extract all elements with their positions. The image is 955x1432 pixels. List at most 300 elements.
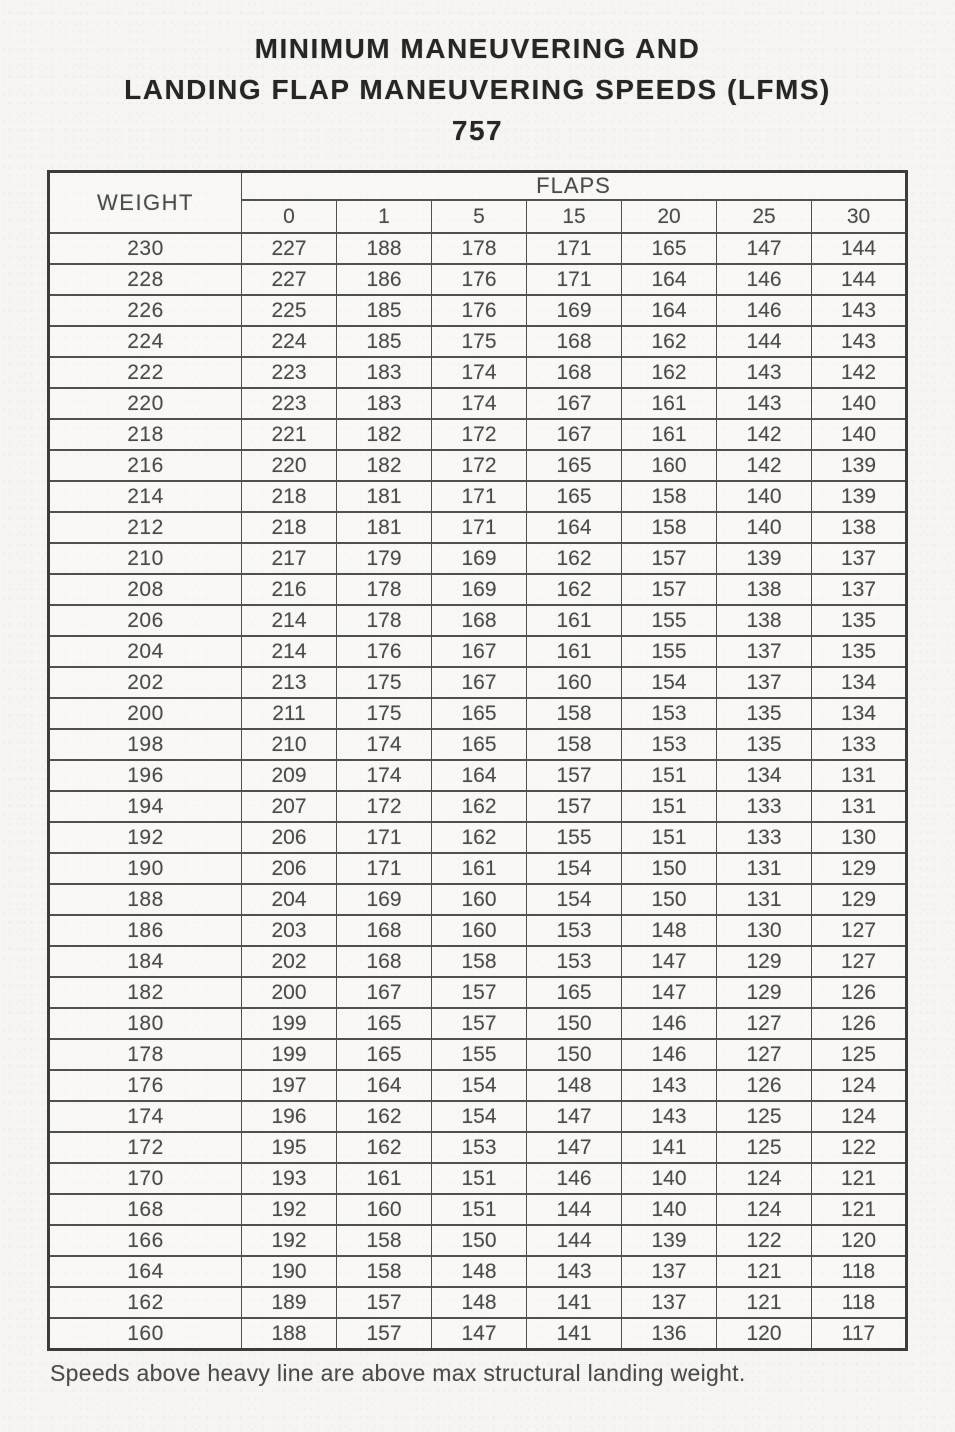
table-row-weight-222 (49, 357, 907, 388)
speed-cell: 140 (717, 512, 812, 543)
speed-cell: 214 (242, 636, 337, 667)
speed-cell: 161 (622, 388, 717, 419)
group-header-row (49, 172, 907, 201)
table-row-weight-190 (49, 853, 907, 884)
speed-cell: 146 (622, 1008, 717, 1039)
table-row-weight-212 (49, 512, 907, 543)
table-row-weight-180 (49, 1008, 907, 1039)
table-row-weight-218 (49, 419, 907, 450)
weight-column-header: WEIGHT (49, 172, 242, 234)
flap-column-header-15: 15 (527, 200, 622, 233)
table-row-weight-204 (49, 636, 907, 667)
speed-cell: 182 (337, 450, 432, 481)
speed-cell: 161 (527, 636, 622, 667)
speed-cell: 221 (242, 419, 337, 450)
weight-cell: 162 (49, 1287, 242, 1318)
speed-cell: 124 (812, 1070, 907, 1101)
weight-cell: 184 (49, 946, 242, 977)
table-row-weight-166 (49, 1225, 907, 1256)
speed-cell: 169 (432, 574, 527, 605)
weight-cell: 188 (49, 884, 242, 915)
table-row-weight-200 (49, 698, 907, 729)
speed-cell: 126 (812, 977, 907, 1008)
speed-cell: 143 (812, 295, 907, 326)
speed-cell: 162 (337, 1101, 432, 1132)
speed-cell: 131 (717, 884, 812, 915)
speed-cell: 155 (622, 636, 717, 667)
table-row-weight-196 (49, 760, 907, 791)
speed-cell: 178 (432, 233, 527, 264)
table-row-weight-188 (49, 884, 907, 915)
speed-cell: 162 (337, 1132, 432, 1163)
speed-cell: 144 (717, 326, 812, 357)
table-row-weight-228 (49, 264, 907, 295)
weight-cell: 174 (49, 1101, 242, 1132)
speed-cell: 203 (242, 915, 337, 946)
speed-cell: 167 (432, 667, 527, 698)
speed-cell: 164 (527, 512, 622, 543)
speed-cell: 130 (812, 822, 907, 853)
speed-cell: 160 (432, 915, 527, 946)
speed-cell: 158 (622, 512, 717, 543)
speed-cell: 157 (432, 1008, 527, 1039)
speed-cell: 129 (717, 977, 812, 1008)
speed-cell: 169 (432, 543, 527, 574)
speed-cell: 133 (717, 791, 812, 822)
speed-cell: 127 (717, 1008, 812, 1039)
speed-cell: 125 (812, 1039, 907, 1070)
speed-cell: 172 (337, 791, 432, 822)
weight-cell: 212 (49, 512, 242, 543)
table-row-weight-230 (49, 233, 907, 264)
speed-cell: 171 (527, 233, 622, 264)
speed-cell: 125 (717, 1101, 812, 1132)
speed-cell: 138 (717, 605, 812, 636)
weight-cell: 160 (49, 1318, 242, 1350)
speed-cell: 157 (527, 760, 622, 791)
speed-cell: 165 (527, 977, 622, 1008)
speed-cell: 165 (337, 1039, 432, 1070)
speed-cell: 165 (432, 729, 527, 760)
speed-cell: 122 (717, 1225, 812, 1256)
speed-cell: 176 (337, 636, 432, 667)
speed-cell: 165 (432, 698, 527, 729)
speed-cell: 127 (812, 946, 907, 977)
speed-cell: 155 (527, 822, 622, 853)
weight-cell: 172 (49, 1132, 242, 1163)
weight-cell: 208 (49, 574, 242, 605)
speed-cell: 227 (242, 233, 337, 264)
speed-cell: 158 (622, 481, 717, 512)
speed-cell: 146 (717, 295, 812, 326)
speed-cell: 140 (717, 481, 812, 512)
speed-cell: 154 (622, 667, 717, 698)
table-body (49, 233, 907, 1350)
speed-cell: 134 (812, 698, 907, 729)
speed-cell: 143 (812, 326, 907, 357)
table-row-weight-160 (49, 1318, 907, 1350)
speed-cell: 133 (717, 822, 812, 853)
speed-cell: 224 (242, 326, 337, 357)
weight-cell: 166 (49, 1225, 242, 1256)
speed-cell: 167 (527, 388, 622, 419)
table-row-weight-202 (49, 667, 907, 698)
weight-cell: 230 (49, 233, 242, 264)
flap-column-header-5: 5 (432, 200, 527, 233)
speed-cell: 146 (622, 1039, 717, 1070)
speed-cell: 118 (812, 1287, 907, 1318)
weight-cell: 214 (49, 481, 242, 512)
weight-cell: 178 (49, 1039, 242, 1070)
speed-cell: 158 (527, 698, 622, 729)
speed-cell: 151 (622, 760, 717, 791)
speed-cell: 151 (432, 1194, 527, 1225)
table-row-weight-206 (49, 605, 907, 636)
speed-cell: 124 (812, 1101, 907, 1132)
speed-cell: 211 (242, 698, 337, 729)
speed-cell: 126 (812, 1008, 907, 1039)
speed-cell: 142 (717, 450, 812, 481)
speed-cell: 137 (622, 1287, 717, 1318)
speed-cell: 171 (527, 264, 622, 295)
speed-cell: 185 (337, 326, 432, 357)
title-line-2: LANDING FLAP MANEUVERING SPEEDS (LFMS) (124, 74, 831, 105)
footnote: Speeds above heavy line are above max structural landing weight. (50, 1360, 746, 1386)
speed-cell: 162 (622, 326, 717, 357)
speed-cell: 158 (527, 729, 622, 760)
speed-cell: 150 (622, 884, 717, 915)
weight-cell: 170 (49, 1163, 242, 1194)
speed-cell: 185 (337, 295, 432, 326)
speed-cell: 139 (812, 450, 907, 481)
speed-cell: 153 (432, 1132, 527, 1163)
speed-cell: 147 (717, 233, 812, 264)
speed-cell: 171 (432, 512, 527, 543)
weight-cell: 176 (49, 1070, 242, 1101)
table-row-weight-198 (49, 729, 907, 760)
speed-cell: 137 (812, 543, 907, 574)
speed-cell: 143 (717, 357, 812, 388)
table-row-weight-172 (49, 1132, 907, 1163)
table-row-weight-176 (49, 1070, 907, 1101)
speed-cell: 161 (432, 853, 527, 884)
speed-cell: 202 (242, 946, 337, 977)
speed-cell: 225 (242, 295, 337, 326)
speed-cell: 144 (527, 1225, 622, 1256)
speed-cell: 164 (622, 264, 717, 295)
speed-cell: 207 (242, 791, 337, 822)
speed-cell: 151 (432, 1163, 527, 1194)
speed-cell: 210 (242, 729, 337, 760)
speed-cell: 162 (432, 791, 527, 822)
table-row-weight-168 (49, 1194, 907, 1225)
speed-cell: 162 (527, 574, 622, 605)
speed-cell: 139 (622, 1225, 717, 1256)
speed-cell: 148 (432, 1256, 527, 1287)
weight-cell: 204 (49, 636, 242, 667)
speed-cell: 165 (337, 1008, 432, 1039)
speed-cell: 140 (812, 388, 907, 419)
speed-cell: 135 (812, 605, 907, 636)
speed-cell: 144 (812, 233, 907, 264)
speed-cell: 162 (527, 543, 622, 574)
speed-cell: 204 (242, 884, 337, 915)
speed-cell: 162 (432, 822, 527, 853)
speed-cell: 127 (717, 1039, 812, 1070)
weight-cell: 182 (49, 977, 242, 1008)
speed-cell: 183 (337, 357, 432, 388)
speed-cell: 121 (717, 1287, 812, 1318)
speed-cell: 199 (242, 1008, 337, 1039)
speed-cell: 162 (622, 357, 717, 388)
speed-cell: 200 (242, 977, 337, 1008)
speed-cell: 189 (242, 1287, 337, 1318)
speed-cell: 153 (622, 729, 717, 760)
speed-cell: 186 (337, 264, 432, 295)
speed-cell: 151 (622, 822, 717, 853)
weight-cell: 180 (49, 1008, 242, 1039)
weight-cell: 194 (49, 791, 242, 822)
speed-cell: 165 (527, 481, 622, 512)
speed-cell: 131 (717, 853, 812, 884)
speed-cell: 131 (812, 791, 907, 822)
weight-cell: 198 (49, 729, 242, 760)
speed-cell: 138 (812, 512, 907, 543)
speed-cell: 127 (812, 915, 907, 946)
speed-cell: 144 (527, 1194, 622, 1225)
speed-cell: 120 (717, 1318, 812, 1350)
speed-cell: 160 (432, 884, 527, 915)
speed-cell: 197 (242, 1070, 337, 1101)
table-row-weight-182 (49, 977, 907, 1008)
flaps-group-header: FLAPS (242, 172, 907, 201)
table-row-weight-194 (49, 791, 907, 822)
table-row-weight-184 (49, 946, 907, 977)
speed-cell: 130 (717, 915, 812, 946)
speed-cell: 147 (527, 1101, 622, 1132)
speed-cell: 174 (337, 729, 432, 760)
speed-cell: 183 (337, 388, 432, 419)
table-row-weight-216 (49, 450, 907, 481)
speed-cell: 141 (527, 1287, 622, 1318)
weight-cell: 186 (49, 915, 242, 946)
title-line-3: 757 (451, 115, 504, 146)
weight-cell: 206 (49, 605, 242, 636)
speed-cell: 160 (337, 1194, 432, 1225)
table-row-weight-186 (49, 915, 907, 946)
speed-cell: 140 (812, 419, 907, 450)
speed-cell: 121 (717, 1256, 812, 1287)
speed-cell: 220 (242, 450, 337, 481)
weight-cell: 210 (49, 543, 242, 574)
speed-cell: 157 (337, 1318, 432, 1350)
speed-cell: 154 (527, 853, 622, 884)
speed-cell: 179 (337, 543, 432, 574)
speed-cell: 120 (812, 1225, 907, 1256)
speed-cell: 137 (717, 636, 812, 667)
speed-cell: 214 (242, 605, 337, 636)
speed-cell: 161 (622, 419, 717, 450)
speed-cell: 206 (242, 822, 337, 853)
speed-cell: 199 (242, 1039, 337, 1070)
speed-cell: 142 (812, 357, 907, 388)
speed-cell: 143 (622, 1070, 717, 1101)
weight-cell: 190 (49, 853, 242, 884)
speed-cell: 169 (527, 295, 622, 326)
speed-cell: 118 (812, 1256, 907, 1287)
speed-cell: 190 (242, 1256, 337, 1287)
speed-cell: 150 (527, 1008, 622, 1039)
speed-cell: 196 (242, 1101, 337, 1132)
weight-cell: 226 (49, 295, 242, 326)
speed-cell: 176 (432, 264, 527, 295)
speed-cell: 218 (242, 512, 337, 543)
speed-cell: 164 (432, 760, 527, 791)
speed-cell: 153 (527, 915, 622, 946)
table-row-weight-226 (49, 295, 907, 326)
flap-column-header-0: 0 (242, 200, 337, 233)
speed-cell: 147 (622, 946, 717, 977)
flap-column-header-30: 30 (812, 200, 907, 233)
speed-cell: 167 (432, 636, 527, 667)
table-row-weight-174 (49, 1101, 907, 1132)
speed-cell: 122 (812, 1132, 907, 1163)
speed-cell: 148 (527, 1070, 622, 1101)
speed-cell: 150 (622, 853, 717, 884)
speed-cell: 167 (337, 977, 432, 1008)
speed-cell: 195 (242, 1132, 337, 1163)
speed-cell: 160 (527, 667, 622, 698)
table-row-weight-220 (49, 388, 907, 419)
weight-cell: 228 (49, 264, 242, 295)
table-row-weight-224 (49, 326, 907, 357)
speed-cell: 158 (337, 1256, 432, 1287)
weight-cell: 168 (49, 1194, 242, 1225)
speed-cell: 135 (717, 698, 812, 729)
weight-cell: 220 (49, 388, 242, 419)
speed-cell: 154 (432, 1070, 527, 1101)
speed-cell: 188 (337, 233, 432, 264)
speed-cell: 126 (717, 1070, 812, 1101)
speed-cell: 175 (337, 667, 432, 698)
speed-cell: 147 (622, 977, 717, 1008)
speed-cell: 182 (337, 419, 432, 450)
speed-cell: 168 (527, 326, 622, 357)
speed-cell: 216 (242, 574, 337, 605)
speed-cell: 192 (242, 1194, 337, 1225)
weight-cell: 192 (49, 822, 242, 853)
weight-cell: 218 (49, 419, 242, 450)
table-row-weight-208 (49, 574, 907, 605)
table-row-weight-178 (49, 1039, 907, 1070)
speed-cell: 181 (337, 481, 432, 512)
speed-cell: 158 (337, 1225, 432, 1256)
speed-cell: 129 (717, 946, 812, 977)
speed-cell: 175 (337, 698, 432, 729)
speed-cell: 154 (527, 884, 622, 915)
speed-cell: 164 (622, 295, 717, 326)
speed-cell: 137 (622, 1256, 717, 1287)
speed-cell: 141 (527, 1318, 622, 1350)
weight-cell: 224 (49, 326, 242, 357)
speed-cell: 151 (622, 791, 717, 822)
speed-cell: 167 (527, 419, 622, 450)
speeds-table (47, 170, 908, 1351)
speed-cell: 157 (337, 1287, 432, 1318)
speed-cell: 135 (717, 729, 812, 760)
speed-cell: 141 (622, 1132, 717, 1163)
speed-cell: 134 (812, 667, 907, 698)
speed-cell: 218 (242, 481, 337, 512)
speed-cell: 192 (242, 1225, 337, 1256)
speed-cell: 209 (242, 760, 337, 791)
speed-cell: 169 (337, 884, 432, 915)
speed-cell: 135 (812, 636, 907, 667)
speed-cell: 138 (717, 574, 812, 605)
speed-cell: 143 (622, 1101, 717, 1132)
speed-cell: 178 (337, 574, 432, 605)
speed-cell: 147 (432, 1318, 527, 1350)
speed-cell: 136 (622, 1318, 717, 1350)
speed-cell: 157 (622, 543, 717, 574)
speed-cell: 155 (432, 1039, 527, 1070)
table-row-weight-210 (49, 543, 907, 574)
flap-column-header-1: 1 (337, 200, 432, 233)
speed-cell: 165 (527, 450, 622, 481)
speed-cell: 217 (242, 543, 337, 574)
page-title (0, 0, 955, 151)
weight-cell: 164 (49, 1256, 242, 1287)
weight-cell: 200 (49, 698, 242, 729)
speed-cell: 148 (432, 1287, 527, 1318)
speed-cell: 129 (812, 884, 907, 915)
speed-cell: 176 (432, 295, 527, 326)
speed-cell: 137 (812, 574, 907, 605)
speed-cell: 134 (717, 760, 812, 791)
title-line-1: MINIMUM MANEUVERING AND (254, 33, 701, 64)
speed-cell: 158 (432, 946, 527, 977)
speed-cell: 133 (812, 729, 907, 760)
speed-cell: 178 (337, 605, 432, 636)
table-row-weight-170 (49, 1163, 907, 1194)
speed-cell: 137 (717, 667, 812, 698)
weight-cell: 216 (49, 450, 242, 481)
speed-cell: 121 (812, 1194, 907, 1225)
speed-cell: 174 (432, 388, 527, 419)
speed-cell: 227 (242, 264, 337, 295)
speed-cell: 139 (812, 481, 907, 512)
speed-cell: 213 (242, 667, 337, 698)
speed-cell: 143 (527, 1256, 622, 1287)
speed-cell: 172 (432, 450, 527, 481)
speed-cell: 146 (717, 264, 812, 295)
speed-cell: 140 (622, 1194, 717, 1225)
speed-cell: 150 (527, 1039, 622, 1070)
speed-cell: 124 (717, 1163, 812, 1194)
table-row-weight-164 (49, 1256, 907, 1287)
speed-cell: 153 (622, 698, 717, 729)
speed-cell: 124 (717, 1194, 812, 1225)
speed-cell: 129 (812, 853, 907, 884)
speed-cell: 171 (337, 822, 432, 853)
speed-cell: 139 (717, 543, 812, 574)
weight-cell: 222 (49, 357, 242, 388)
table-row-weight-214 (49, 481, 907, 512)
speed-cell: 171 (337, 853, 432, 884)
speed-cell: 154 (432, 1101, 527, 1132)
speed-cell: 181 (337, 512, 432, 543)
speed-cell: 147 (527, 1132, 622, 1163)
